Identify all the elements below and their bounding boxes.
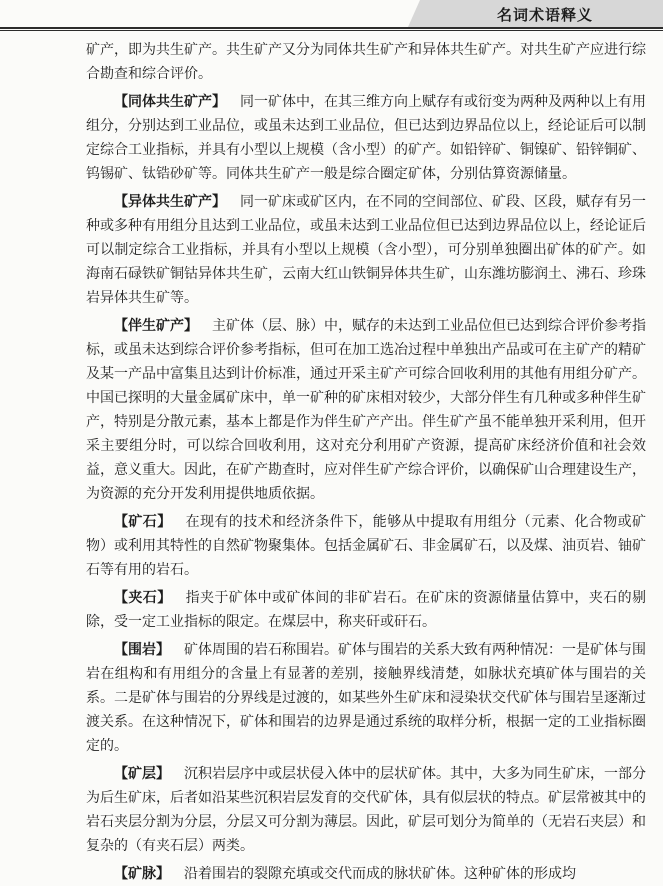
- entry-term: 【矿层】: [114, 766, 170, 782]
- entry-term: 【同体共生矿产】: [114, 94, 226, 110]
- entry-definition: 沉积岩层序中或层状侵入体中的层状矿体。其中，大多为同生矿床，一部分为后生矿床，后者如沿某些沉积岩层发育的交代矿体，具有似层状的特点。矿层常被其中的岩石夹层分割为分层，分层又可分割为薄层。因此，矿层可划分为简单的（无岩石夹层）和复杂的（有夹石层）两类。: [86, 766, 646, 854]
- running-header: [0, 0, 663, 40]
- entry-paragraph: [86, 638, 646, 758]
- entry-definition: 同一矿体中，在其三维方向上赋存有或衍变为两种及两种以上有用组分，分别达到工业品位，或虽未达到工业品位，但已达到边界品位以上，经论证后可以制定综合工业指标，并具有小型以上规模（含小型）的矿产。如铅锌矿、铜镍矿、铅锌铜矿、钨锡矿、钛锆砂矿等。同体共生矿产一般是综合圈定矿体，分别估算资源储量。: [86, 94, 646, 182]
- entry-paragraph: [86, 190, 646, 310]
- entry-term: 【围岩】: [114, 642, 170, 658]
- page-body: [86, 38, 646, 886]
- entry-definition: 指夹于矿体中或矿体间的非矿岩石。在矿床的资源储量估算中，夹石的剔除，受一定工业指标的限定。在煤层中，称夹矸或矸石。: [86, 590, 647, 630]
- entry-paragraph: [86, 510, 646, 582]
- entry-term: 【矿脉】: [114, 866, 170, 882]
- entry-paragraph: [86, 762, 646, 858]
- entry-paragraph: [86, 586, 646, 634]
- header-rule-thin: [0, 30, 663, 31]
- entry-definition: 在现有的技术和经济条件下，能够从中提取有用组分（元素、化合物或矿物）或利用其特性的自然矿物聚集体。包括金属矿石、非金属矿石，以及煤、油页岩、铀矿石等有用的岩石。: [86, 514, 647, 578]
- entry-definition: 主矿体（层、脉）中，赋存的未达到工业品位但已达到综合评价参考指标，或虽未达到综合评价参考指标，但可在加工选冶过程中单独出产品或可在主矿产的精矿及某一产品中富集且达到计价标准，通过开采主矿产可综合回收利用的其他有用组分矿产。中国已探明的大量金属矿床中，单一矿种的矿床相对较少，大部分伴生有几种或多种伴生矿产，特别是分散元素，基本上都是作为伴生矿产产出。伴生矿产虽不能单独开采利用，但开采主要组分时，可以综合回收利用，这对充分利用矿产资源，提高矿床经济价值和社会效益，意义重大。因此，在矿产勘查时，应对伴生矿产综合评价，以确保矿山合理建设生产，为资源的充分开发利用提供地质依据。: [86, 318, 646, 502]
- continued-paragraph: 矿产，即为共生矿产。共生矿产又分为同体共生矿产和异体共生矿产。对共生矿产应进行综合勘查和综合评价。: [86, 42, 646, 82]
- header-rule: [0, 27, 663, 29]
- entry-definition: 同一矿床或矿区内，在不同的空间部位、矿段、区段，赋存有另一种或多种有用组分且达到工业品位，或虽未达到工业品位但已达到边界品位以上，经论证后可以制定综合工业指标，并具有小型以上规模（含小型），可分别单独圈出矿体的矿产。如海南石碌铁矿铜钴异体共生矿，云南大红山铁铜异体共生矿，山东潍坊膨润土、沸石、珍珠岩异体共生矿等。: [86, 194, 646, 306]
- entry-definition: 沿着围岩的裂隙充填或交代而成的脉状矿体。这种矿体的形成均: [184, 866, 576, 882]
- entry-term: 【异体共生矿产】: [114, 194, 226, 210]
- entry-paragraph: [86, 314, 646, 506]
- entry-paragraph: [86, 90, 646, 186]
- entry-paragraph: [86, 862, 646, 886]
- entry-definition: 矿体周围的岩石称围岩。矿体与围岩的关系大致有两种情况：一是矿体与围岩在组构和有用组分的含量上有显著的差别，接触界线清楚，如脉状充填矿体与围岩的关系。二是矿体与围岩的分界线是过渡的，如某些外生矿床和浸染状交代矿体与围岩呈逐渐过渡关系。在这种情况下，矿体和围岩的边界是通过系统的取样分析，根据一定的工业指标圈定的。: [86, 642, 646, 754]
- section-title: 名词术语释义: [496, 6, 593, 24]
- entry-term: 【夹石】: [114, 590, 172, 606]
- entry-term: 【矿石】: [114, 514, 172, 530]
- entry-term: 【伴生矿产】: [114, 318, 198, 334]
